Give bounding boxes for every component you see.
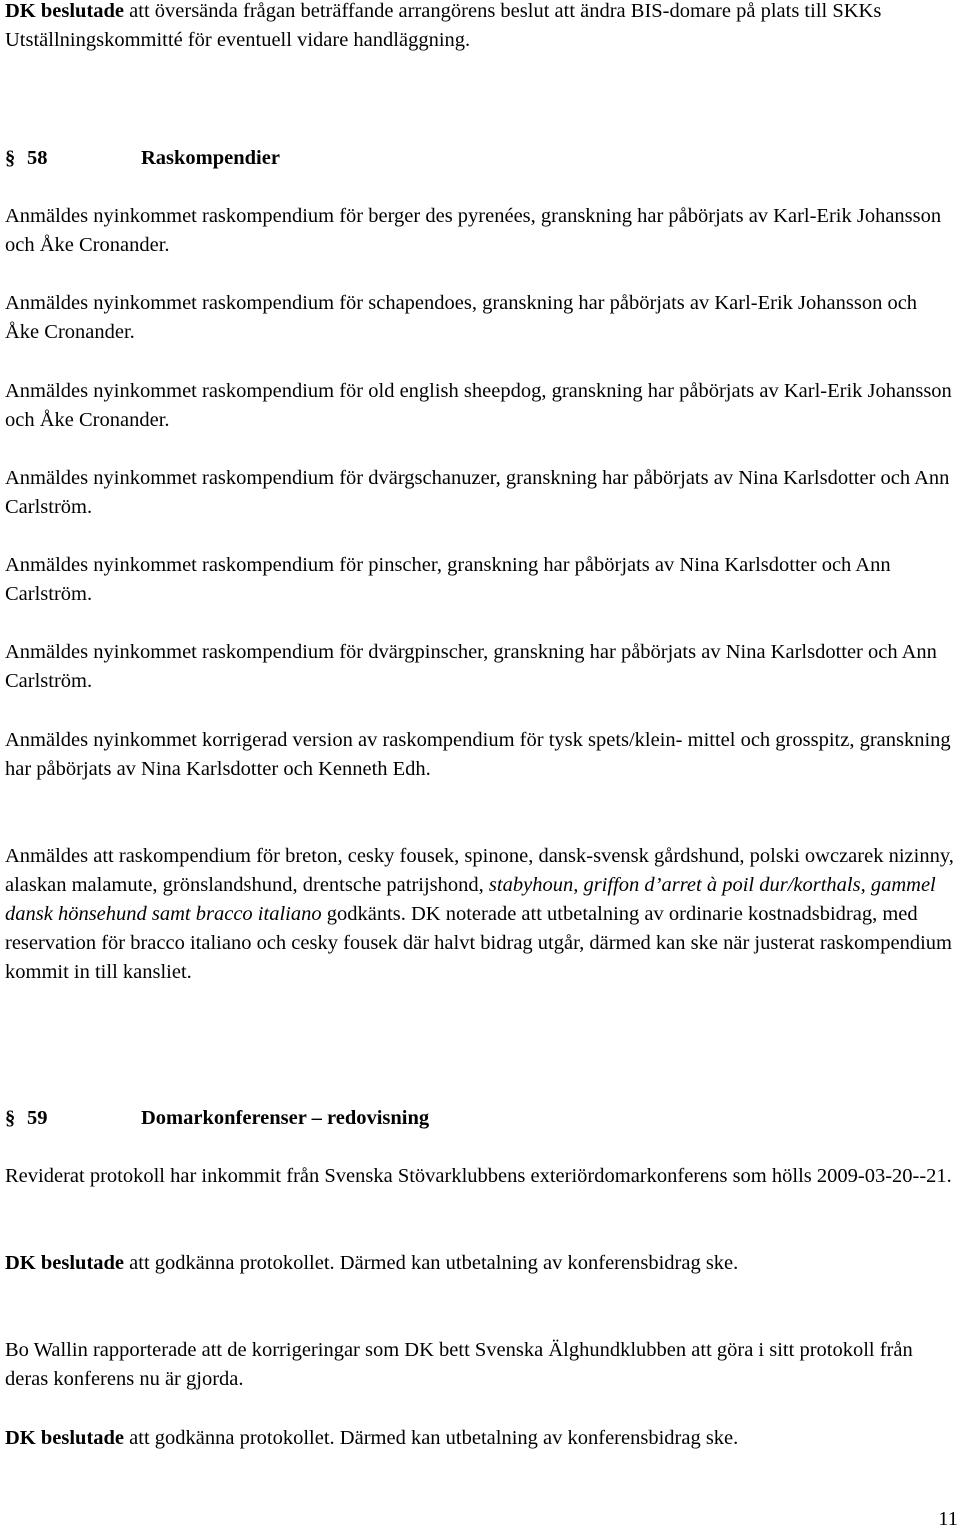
section-59-paragraph-2: Bo Wallin rapporterade att de korrigeringar som DK bett Svenska Älghundklubben att göra i sitt protokoll från deras konferens nu är gjorda. <box>5 1339 913 1390</box>
section-59-number: 59 <box>27 1107 48 1129</box>
decision-2-text: att godkänna protokollet. Därmed kan utbetalning av konferensbidrag ske. <box>124 1427 739 1449</box>
section-58-paragraph-2: Anmäldes nyinkommet raskompendium för schapendoes, granskning har påbörjats av Karl-Erik Johansson och Åke Cronander. <box>5 292 918 343</box>
section-58-paragraph-4: Anmäldes nyinkommet raskompendium för dvärgschanuzer, granskning har påbörjats av Nina Karlsdotter och Ann Carlström. <box>5 467 950 518</box>
section-58-approved-paragraph <box>5 842 955 987</box>
decision-1-strong: DK beslutade <box>5 1252 125 1274</box>
intro-decision-text: att översända frågan beträffande arrangörens beslut att ändra BIS-domare på plats till SKKs Utställningskommitté för eventuell vidare handläggning. <box>5 0 882 51</box>
section-58-paragraph-6: Anmäldes nyinkommet raskompendium för dvärgpinscher, granskning har påbörjats av Nina Karlsdotter och Ann Carlström. <box>5 641 937 692</box>
section-58-paragraph-1: Anmäldes nyinkommet raskompendium för berger des pyrenées, granskning har påbörjats av Karl-Erik Johansson och Åke Cronander. <box>5 205 942 256</box>
section-symbol: § <box>5 1107 16 1129</box>
decision-1-text: att godkänna protokollet. Därmed kan utbetalning av konferensbidrag ske. <box>124 1252 739 1274</box>
approved-text-italic: stabyhoun, griffon d’arret à poil dur/korthals, gammel dansk hönsehund samt bracco italiano <box>5 874 936 925</box>
approved-text-start: Anmäldes att raskompendium för breton, cesky fousek, spinone, dansk-svensk gårdshund, polski owczarek nizinny, alaskan malamute, grönslandshund, drentsche patrijshond, <box>5 845 954 896</box>
page-number: 11 <box>938 1508 958 1530</box>
section-58-paragraph-5: Anmäldes nyinkommet raskompendium för pinscher, granskning har påbörjats av Nina Karlsdotter och Ann Carlström. <box>5 554 891 605</box>
section-58-title: Raskompendier <box>141 147 280 169</box>
intro-decision <box>5 0 955 55</box>
section-59-paragraph-1: Reviderat protokoll har inkommit från Svenska Stövarklubbens exteriördomarkonferens som hölls 2009-03-20--21. <box>5 1165 952 1187</box>
approved-text-end: godkänts. DK noterade att utbetalning av ordinarie kostnadsbidrag, med reservation för bracco italiano och cesky fousek där halvt bidrag utgår, därmed kan ske när justerat raskompendium kommit in till kansliet. <box>5 903 952 983</box>
section-symbol: § <box>5 147 16 169</box>
section-59-decision-1 <box>5 1249 955 1278</box>
section-58-paragraph-7: Anmäldes nyinkommet korrigerad version av raskompendium för tysk spets/klein- mittel och grosspitz, granskning har påbörjats av Nina Karlsdotter och Kenneth Edh. <box>5 729 951 780</box>
section-59-decision-2 <box>5 1424 955 1453</box>
section-59-heading <box>5 1104 429 1133</box>
decision-2-strong: DK beslutade <box>5 1427 125 1449</box>
section-58-paragraph-3: Anmäldes nyinkommet raskompendium för old english sheepdog, granskning har påbörjats av Karl-Erik Johansson och Åke Cronander. <box>5 380 952 431</box>
section-59-title: Domarkonferenser – redovisning <box>141 1107 430 1129</box>
section-58-number: 58 <box>27 147 48 169</box>
intro-decision-strong: DK beslutade <box>5 0 125 22</box>
section-58-heading <box>5 144 280 173</box>
